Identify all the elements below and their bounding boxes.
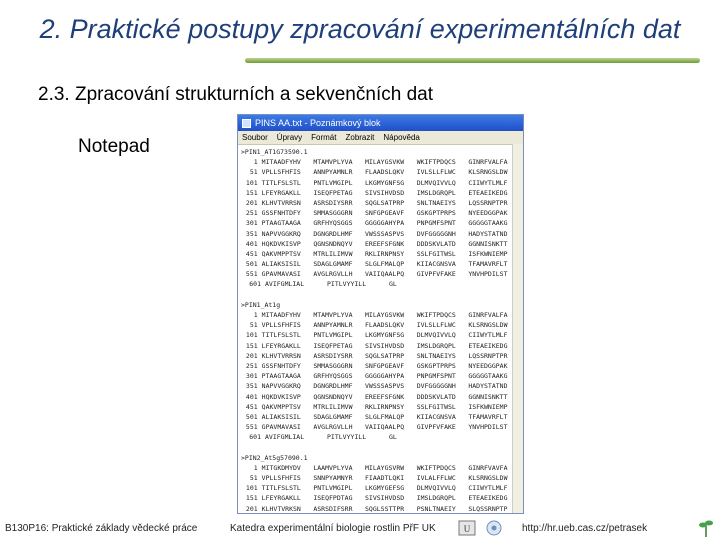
sequence-segment: KLSRNGSLDW [468,321,508,330]
sequence-line [241,229,520,239]
sequence-segment: LKGMYGNFSG [365,331,405,340]
sequence-segment: ISEQFPETAG [313,188,353,197]
sequence-segment: HQKDVKISVP [261,392,301,401]
sequence-segment: CIIWYTLMLF [468,178,508,187]
sequence-segment: DLMVQIVVLQ [416,484,456,493]
sequence-segment: VWSSSASPVS [365,229,405,238]
sequence-line [241,392,520,402]
sequence-header: >PIN1_AT1G73590.1 [241,148,308,156]
sequence-header: >PIN2_At5g57090.1 [241,453,308,462]
sequence-segment: PTAAGTAAGA [261,372,301,381]
sequence-segment: KIIACGNSVA [416,260,456,269]
sequence-segment: DLMVQIVVLQ [416,331,456,340]
window-title: PINS AA.txt - Poznámkový blok [255,118,381,128]
plant-cell-logo-icon [484,519,504,537]
sequence-line [241,188,520,198]
sequence-segment: GGGGGTAAKG [468,372,508,381]
sequence-segment: GINRFVALFA [468,311,508,319]
sequence-segment: SNFGPGEAVF [365,361,405,370]
sequence-segment: VPLLSFHFIS [261,168,301,177]
sequence-segment: RKLIRNPNSY [365,249,405,258]
blank-line [241,442,520,452]
sequence-segment: LKGMYGEFSG [365,484,405,493]
sequence-segment: SIVSIHVDSD [365,341,405,350]
line-number: 451 [245,402,258,411]
sequence-segment: PNTLVMGIPL [313,178,353,187]
sequence-segment: DGNGRDLHMF [313,382,353,391]
sequence-line [241,432,520,442]
sequence-segment: ISFKWNIEMP [468,402,508,411]
line-number: 151 [245,341,258,350]
sequence-line [241,259,520,269]
sequence-segment: RKLIRNPNSY [365,402,405,411]
sequence-segment: GPAVMAVASI [261,270,301,279]
sequence-segment: GPAVMAVASI [261,423,301,432]
sequence-segment: SSLFGITWSL [416,249,456,258]
sequence-segment: IVLSLLFLWC [416,168,456,177]
sequence-segment: TITLFSLSTL [261,178,301,187]
line-number: 1 [253,158,258,167]
sequence-segment: CIIWYTLMLF [468,331,508,340]
sequence-segment: DLMVQIVVLQ [416,178,456,187]
sequence-line [241,218,520,228]
sequence-segment: MTRLILIMVW [313,402,353,411]
sequence-line [241,504,520,514]
faculty-logo-icon [456,519,478,537]
sequence-line [241,483,520,493]
line-number: 501 [245,260,258,269]
line-number: 51 [249,474,258,482]
sequence-segment: AVIFGMLIAL [265,433,305,442]
notepad-label: Notepad [78,136,150,157]
sequence-segment: FLAADSLQKV [365,168,405,177]
sequence-segment: IVLSLLFLWC [416,321,456,330]
sequence-segment: ASRSDIFSRR [313,504,353,513]
sequence-segment: GSKGPTPRPS [416,209,456,218]
sequence-line [241,239,520,249]
sequence-segment: IMSLDGRQPL [416,188,456,197]
sequence-segment: SNFGPGEAVF [365,209,405,218]
sequence-segment: SSLFGITWSL [416,402,456,411]
sequence-line [241,341,520,351]
line-number: 201 [245,351,258,360]
sequence-segment: DDDSKVLATD [416,239,456,248]
line-number: 401 [245,239,258,248]
sequence-segment: DGNGRDLHMF [313,229,353,238]
sequence-line [241,463,520,473]
sequence-segment: KLSRNGSLDW [468,474,508,482]
sequence-segment: TITLFSLSTL [261,484,301,493]
sequence-segment: LAAMVPLYVA [313,463,353,472]
sequence-segment: MTAMVPLYVA [313,311,353,319]
sequence-segment: IVLALFFLWC [416,474,456,482]
sequence-segment: FIAADTLQKI [365,474,405,482]
sequence-segment: AVIFGMLIAL [265,280,305,289]
sequence-segment: ETEAEIKEDG [468,494,508,503]
sequence-segment: NYEEDGGPAK [468,209,508,218]
sequence-segment: ISEQFPETAG [313,341,353,350]
line-number: 251 [245,361,258,370]
line-number: 101 [245,178,258,187]
sequence-segment: ANNPYAMNLR [313,168,353,177]
sequence-segment: KIIACGNSVA [416,412,456,421]
sequence-segment: YNVHPDILST [468,270,508,279]
sequence-segment: NAPVVGGKRQ [261,229,301,238]
line-number: 351 [245,382,258,391]
sequence-segment: SIVSIHVDSD [365,494,405,503]
sequence-segment: NAPVVGGKRQ [261,382,301,391]
sequence-segment: YNVHPDILST [468,423,508,432]
department-name: Katedra experimentální biologie rostlin PřF UK [230,523,436,534]
sequence-segment: KLHVTVRRSN [261,198,301,207]
sequence-header: >PIN1_At1g [241,300,281,309]
text-editor-area[interactable] [238,145,523,514]
line-number: 551 [245,423,258,432]
sequence-segment: ASRSDIYSRR [313,351,353,360]
sequence-segment: MILAYGSVKW [365,311,405,319]
sequence-segment: SNLTNAEIYS [416,198,456,207]
sequence-segment: ETEAEIKEDG [468,188,508,197]
sequence-segment: SLGLFMALQP [365,260,405,269]
sequence-segment: GIVPFVFAKE [416,270,456,279]
sequence-segment: PNPGMFSPNT [416,372,456,381]
sequence-segment: MITAADFYHV [261,311,301,319]
sequence-line [241,178,520,188]
sequence-segment: PNPGMFSPNT [416,219,456,228]
sequence-segment: VWSSSASPVS [365,382,405,391]
sequence-segment: WKIFTPDQCS [416,311,456,319]
sequence-segment: MITAADFYHV [261,158,301,167]
sequence-line [241,371,520,381]
sequence-segment: CIIWYTLMLF [468,484,508,493]
sequence-line [241,402,520,412]
sequence-segment: SLQSSRNPTP [468,504,508,513]
sequence-segment: GSSFNHTDFY [261,361,301,370]
sequence-segment: SNLTNAEIYS [416,351,456,360]
sequence-segment: ALIAKSISIL [261,260,301,269]
slide-footer [0,516,720,540]
sequence-segment: KLHVTVRRSN [261,351,301,360]
sequence-segment: PNTLVMGIPL [313,484,353,493]
sequence-line [241,198,520,208]
line-number: 601 [249,433,261,442]
line-number: 451 [245,249,258,258]
menu-edit[interactable]: Úpravy [276,133,303,142]
sequence-segment: HADYSTATND [468,229,508,238]
sequence-line [241,310,520,320]
line-number: 1 [253,463,258,472]
sequence-line [241,361,520,371]
sequence-segment: GRFHYQSGGS [313,372,353,381]
sequence-segment: MILAYGSVRW [365,463,405,472]
sequence-segment: SLGLFMALQP [365,412,405,421]
line-number: 301 [245,372,258,381]
sequence-segment: GSKGPTPRPS [416,361,456,370]
line-number: 51 [249,321,258,330]
sequence-segment: FLAADSLQKV [365,321,405,330]
sequence-segment: LQSSRNPTPR [468,351,508,360]
sequence-segment: MTAMVPLYVA [313,158,353,167]
sequence-line [241,208,520,218]
sequence-line [241,330,520,340]
sequence-segment: LKGMYGNFSG [365,178,405,187]
sequence-segment: KLSRNGSLDW [468,168,508,177]
sequence-segment: LFEYRGAKLL [261,341,301,350]
sequence-segment: MITGKDMYDV [261,463,301,472]
sequence-segment: GL [389,433,397,442]
slide-title: 2. Praktické postupy zpracování experimentálních dat [39,14,681,44]
svg-text:U: U [463,524,471,534]
line-number: 501 [245,412,258,421]
line-number: 551 [245,270,258,279]
sequence-line [241,351,520,361]
sequence-segment: ETEAEIKEDG [468,341,508,350]
sequence-line [241,381,520,391]
sequence-segment: QAKVMPPTSV [261,402,301,411]
sequence-segment: QGNSNDNQYV [313,392,353,401]
sequence-segment: DVFGGGGGNH [416,382,456,391]
sequence-line [241,249,520,259]
sequence-segment: QAKVMPPTSV [261,249,301,258]
sequence-segment: TITLFSLSTL [261,331,301,340]
menu-view[interactable]: Zobrazit [345,133,375,142]
sequence-segment: VAIIQAALPQ [365,423,405,432]
sequence-segment: DVFGGGGGNH [416,229,456,238]
sequence-line [241,157,520,167]
sequence-segment: VPLLSFHFIS [261,321,301,330]
sequence-segment: SDAGLGMAMF [313,412,353,421]
sequence-segment: GGGGGAHYPA [365,372,405,381]
sequence-segment: AVGLRGVLLH [313,423,353,432]
plant-logo-icon [697,518,715,538]
sequence-segment: MILAYGSVKW [365,158,405,167]
sequence-segment: GGNNISNKTT [468,392,508,401]
sequence-line [241,412,520,422]
sequence-segment: DDDSKVLATD [416,392,456,401]
sequence-segment: SQGLSSTTPR [365,504,405,513]
sequence-segment: SDAGLGMAMF [313,260,353,269]
line-number: 201 [245,198,258,207]
window-titlebar[interactable] [238,115,523,131]
sequence-segment: ANNPYAMNLR [313,321,353,330]
menu-file[interactable]: Soubor [242,133,268,142]
sequence-segment: SQGLSATPRP [365,351,405,360]
sequence-segment: IMSLDGRQPL [416,341,456,350]
sequence-segment: PTAAGTAAGA [261,219,301,228]
sequence-segment: VAIIQAALPQ [365,270,405,279]
course-code: B130P16: Praktické základy vědecké práce [5,523,198,534]
line-number: 101 [245,484,258,493]
notepad-window [237,114,524,514]
line-number: 401 [245,392,258,401]
sequence-segment: WKIFTPDQCS [416,158,456,167]
sequence-segment: TFAMAVRFLT [468,260,508,269]
sequence-segment: EREEFSFGNK [365,239,405,248]
line-number: 351 [245,229,258,238]
sequence-segment: NYEEDGGPAK [468,361,508,370]
sequence-segment: GGNNISNKTT [468,239,508,248]
sequence-segment: ISEQFPDTAG [313,494,353,503]
sequence-segment: AVGLRGVLLH [313,270,353,279]
sequence-segment: PITLVYYILL [327,433,367,442]
sequence-segment: ASRSDIYSRR [313,198,353,207]
sequence-segment: LFEYRGAKLL [261,494,301,503]
sequence-segment: VPLLSFHFIS [261,474,301,482]
title-underline [245,58,700,63]
blank-line [241,290,520,300]
sequence-segment: PNTLVMGIPL [313,331,353,340]
sequence-line [241,269,520,279]
sequence-segment: GL [389,280,397,289]
sequence-segment: ISFKWNIEMP [468,249,508,258]
sequence-line [241,320,520,330]
sequence-segment: GGGGGAHYPA [365,219,405,228]
sequence-segment: KLHVTVRKSN [261,504,301,513]
sequence-segment: GIVPFVFAKE [416,423,456,432]
sequence-segment: GRFHYQSGGS [313,219,353,228]
sequence-segment: HQKDVKISVP [261,239,301,248]
line-number: 51 [249,168,258,177]
menu-bar [238,131,523,145]
line-number: 301 [245,219,258,228]
line-number: 1 [253,311,258,319]
sequence-segment: GINRFVAVFA [468,463,508,472]
sequence-segment: SQGLSATPRP [365,198,405,207]
line-number: 601 [249,280,261,289]
sequence-segment: TFAMAVRFLT [468,412,508,421]
menu-help[interactable]: Nápověda [383,133,420,142]
sequence-segment: GSSFNHTDFY [261,209,301,218]
menu-format[interactable]: Formát [311,133,337,142]
sequence-segment: MTRLILIMVW [313,249,353,258]
line-number: 151 [245,494,258,503]
sequence-segment: SMMASGGGRN [313,209,353,218]
line-number: 201 [245,504,258,513]
website-link[interactable]: http://hr.ueb.cas.cz/petrasek [522,523,648,534]
sequence-segment: WKIFTPDQCS [416,463,456,472]
line-number: 101 [245,331,258,340]
sequence-segment: LQSSRNPTPR [468,198,508,207]
sequence-segment: ALIAKSISIL [261,412,301,421]
sequence-segment: PSNLTNAEIY [416,504,456,513]
line-number: 251 [245,209,258,218]
notepad-icon [242,119,251,128]
sequence-segment: SIVSIHVDSD [365,188,405,197]
sequence-segment: QGNSNDNQYV [313,239,353,248]
sequence-segment: EREEFSFGNK [365,392,405,401]
sequence-line [241,422,520,432]
sequence-line [241,167,520,177]
sequence-line [241,473,520,483]
sequence-segment: SNNPYAMNYR [313,474,353,482]
line-number: 151 [245,188,258,197]
vertical-scrollbar[interactable] [512,144,523,513]
slide-subtitle: 2.3. Zpracování strukturních a sekvenčních dat [38,84,433,105]
sequence-segment: GGGGGTAAKG [468,219,508,228]
sequence-segment: HADYSTATND [468,382,508,391]
sequence-segment: LFEYRGAKLL [261,188,301,197]
sequence-line [241,493,520,503]
sequence-segment: PITLVYYILL [327,280,367,289]
sequence-segment: SMMASGGGRN [313,361,353,370]
sequence-line [241,279,520,289]
sequence-segment: IMSLDGRQPL [416,494,456,503]
sequence-segment: GINRFVALFA [468,158,508,167]
